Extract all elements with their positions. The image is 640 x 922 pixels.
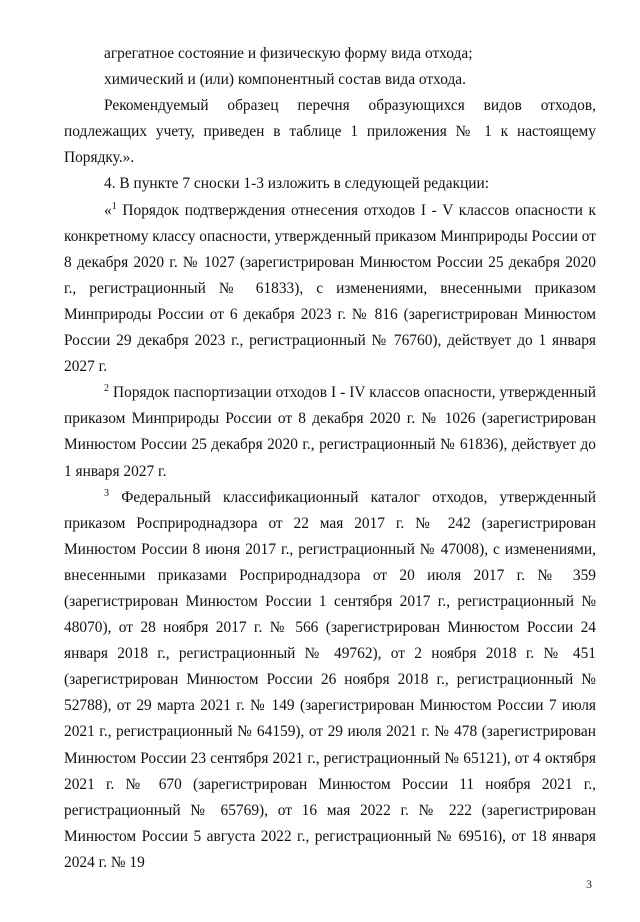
footnote-2-text: Порядок паспортизации отходов I - IV классов опасности, утвержденный приказом Минприроды России от 8 декабря 2020 г. № 1026 (зарегистрирован Минюстом России 25 декабря 2020 г., регистрационный № 61836), действует до 1 января 2027 г.: [64, 384, 596, 480]
paragraph-item-4: 4. В пункте 7 сноски 1-3 изложить в следующей редакции:: [104, 175, 490, 193]
paragraph-recommended-sample: Рекомендуемый образец перечня образующихся видов отходов, подлежащих учету, приведен в таблице 1 приложения № 1 к настоящему Порядку.».: [64, 97, 596, 167]
footnote-1-paragraph: [64, 198, 596, 381]
paragraph-chemical-composition: химический и (или) компонентный состав вида отхода.: [104, 71, 466, 89]
opening-quote: «: [104, 201, 112, 219]
document-body: [64, 41, 596, 876]
footnote-3-paragraph: [64, 485, 596, 876]
footnote-1-marker: 1: [111, 200, 117, 212]
footnote-3-text: Федеральный классификационный каталог отходов, утвержденный приказом Росприроднадзора от 22 мая 2017 г. № 242 (зарегистрирован Минюстом России 8 июня 2017 г., регистрационный № 47008), с изменениями, внесенными приказами Росприроднадзора от 20 июля 2017 г. № 359 (зарегистрирован Минюстом России 1 сентября 2017 г., регистрационный № 48070), от 28 ноября 2017 г. № 566 (зарегистрирован Минюстом России 24 января 2018 г., регистрационный № 49762), от 2 ноября 2018 г. № 451 (зарегистрирован Минюстом России 26 ноября 2018 г., регистрационный № 52788), от 29 марта 2021 г. № 149 (зарегистрирован Минюстом России 7 июля 2021 г., регистрационный № 64159), от 29 июля 2021 г. № 478 (зарегистрирован Минюстом России 23 сентября 2021 г., регистрационный № 65121), от 4 октября 2021 г. № 670 (зарегистрирован Минюстом России 11 ноября 2021 г., регистрационный № 65769), от 16 мая 2022 г. № 222 (зарегистрирован Минюстом России 5 августа 2022 г., регистрационный № 69516), от 18 января 2024 г. № 19: [64, 488, 596, 871]
footnote-3-marker: 3: [104, 487, 109, 499]
footnote-2-marker: 2: [104, 383, 109, 395]
footnote-2-paragraph: [64, 380, 596, 484]
paragraph-aggregate-state: агрегатное состояние и физическую форму вида отхода;: [104, 45, 473, 62]
footnote-1-text: Порядок подтверждения отнесения отходов I - V классов опасности к конкретному классу опасности, утвержденный приказом Минприроды России от 8 декабря 2020 г. № 1027 (зарегистрирован Минюстом России 25 декабря 2020 г., регистрационный № 61833), с изменениями, внесенными приказом Минприроды России от 6 декабря 2023 г. № 816 (зарегистрирован Минюстом России 29 декабря 2023 г., регистрационный № 76760), действует до 1 января 2027 г.: [64, 201, 596, 376]
page-number: 3: [586, 877, 592, 891]
